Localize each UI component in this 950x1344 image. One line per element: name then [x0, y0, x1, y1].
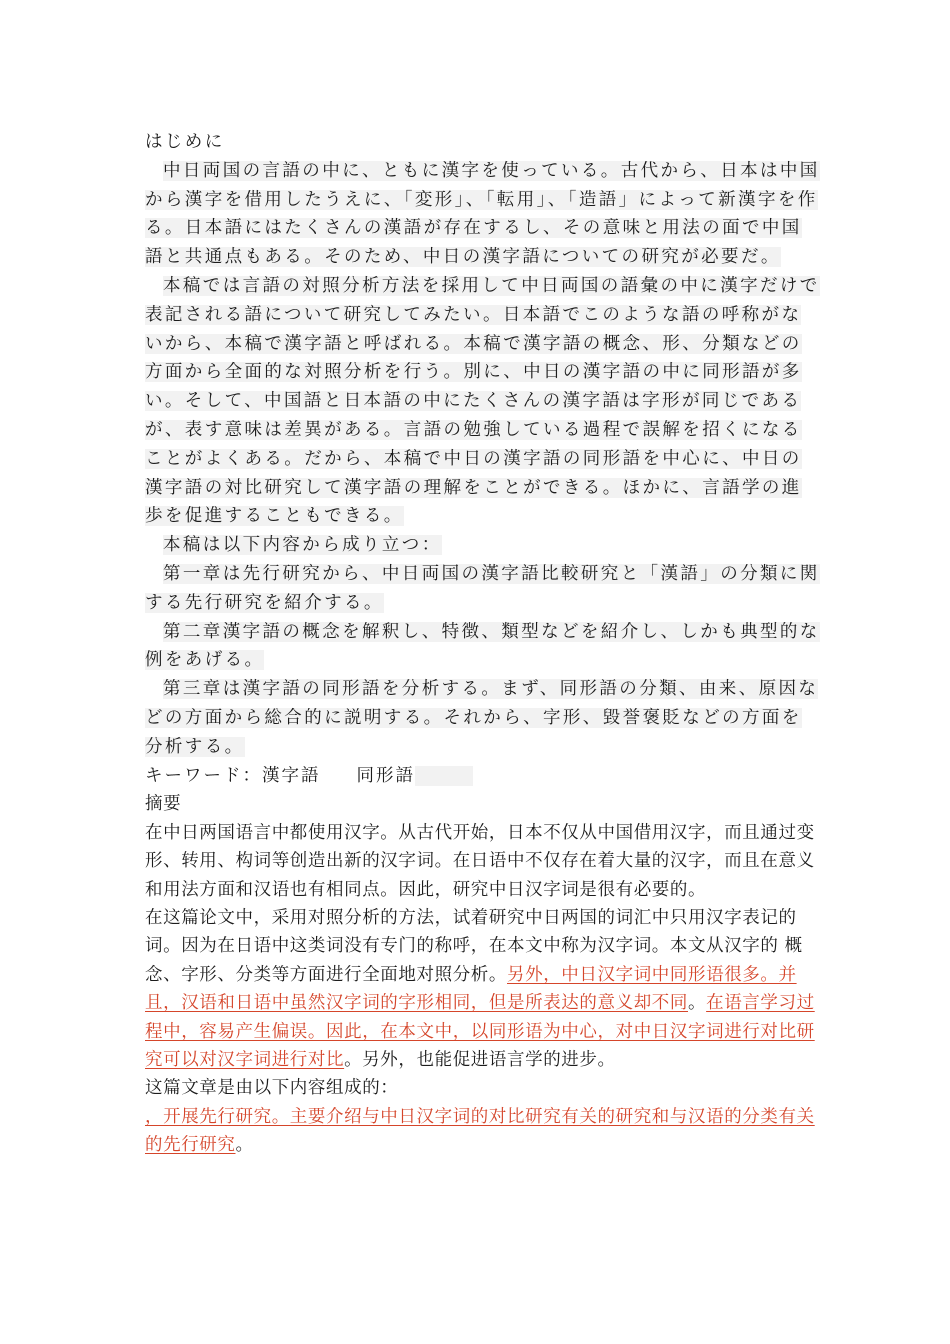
keyword-item: 同形語	[356, 765, 415, 786]
japanese-section	[145, 128, 820, 790]
cn-paragraph-1: 在中日两国语言中都使用汉字。从古代开始，日本不仅从中国借用汉字，而且通过变形、转用、构词等创造出新的汉字词。在日语中不仅存在着大量的汉字，而且在意义和用法方面和汉语也有相同点。因此，研究中日汉字词是很有必要的。	[145, 822, 815, 900]
jp-paragraph-6: 第三章は漢字語の同形語を分析する。まず、同形語の分類、由来、原因などの方面から総合的に説明する。それから、字形、毀誉褒貶などの方面を分析する。	[145, 679, 819, 757]
document-page	[145, 128, 820, 1160]
jp-paragraph-5: 第二章漢字語の概念を解釈し、特徴、類型などを紹介し、しかも典型的な例をあげる。	[145, 621, 820, 671]
keyword-item: 漢字語	[262, 765, 321, 786]
jp-paragraph-4: 第一章は先行研究から、中日両国の漢字語比較研究と「漢語」の分類に関する先行研究を紹介する。	[145, 563, 820, 613]
revision-highlight: 在语言学习过程中，容易产生偏误。因此，在本文中，以同形语为中心，对中日汉字词进行对比研究可以对汉字词进行对比	[145, 993, 815, 1070]
revision-highlight: 另外，中日汉字词中同形语很多。并且，汉语和日语中虽然汉字词的字形相同，但是所表达的意义却不同	[145, 964, 797, 1014]
cn-paragraph-4: ，开展先行研究。主要介绍与中日汉字词的对比研究有关的研究和与汉语的分类有关的先行研究。	[145, 1106, 815, 1156]
abstract-heading: 摘要	[145, 794, 182, 815]
keywords-line	[145, 762, 820, 791]
revision-highlight: ，开展先行研究。主要介绍与中日汉字词的对比研究有关的研究和与汉语的分类有关的先行研究	[145, 1106, 815, 1156]
cn-paragraph-3: 这篇文章是由以下内容组成的：	[145, 1078, 399, 1099]
cn-paragraph-2: 在这篇论文中，采用对照分析的方法，试着研究中日两国的词汇中只用汉字表记的词。因为在日语中这类词没有专门的称呼，在本文中称为汉字词。本文从汉字的 概念、字形、分类等方面进行全面地对照分析。另外，中日汉字词中同形语很多。并且，汉语和日语中虽然汉字词的字形相同，但是所表达的意义却不同。在语言学习过程中，容易产生偏误。因此，在本文中，以同形语为中心，对中日汉字词进行对比研究可以对汉字词进行对比。另外，也能促进语言学的进步。	[145, 907, 815, 1070]
jp-paragraph-2: 本稿では言語の対照分析方法を採用して中日両国の語彙の中に漢字だけで表記される語について研究してみたい。日本語でこのような語の呼称がないから、本稿で漢字語と呼ばれる。本稿で漢字語の概念、形、分類などの方面から全面的な対照分析を行う。別に、中日の漢字語の中に同形語が多い。そして、中国語と日本語の中にたくさんの漢字語は字形が同じであるが、表す意味は差異がある。言語の勉強している過程で誤解を招くになることがよくある。だから、本稿で中日の漢字語の同形語を中心に、中日の漢字語の対比研究して漢字語の理解をことができる。ほかに、言語学の進歩を促進することもできる。	[145, 275, 820, 527]
keywords-label: キーワード：	[145, 765, 262, 786]
jp-paragraph-1: 中日両国の言語の中に、ともに漢字を使っている。古代から、日本は中国から漢字を借用したうえに、「変形」、「転用」、「造語」によって新漢字を作る。日本語にはたくさんの漢語が存在するし、その意味と用法の面で中国語と共通点もある。そのため、中日の漢字語についての研究が必要だ。	[145, 160, 820, 268]
intro-heading: はじめに	[145, 132, 225, 152]
jp-paragraph-3: 本稿は以下内容から成り立つ：	[163, 535, 442, 556]
chinese-section	[145, 790, 820, 1159]
